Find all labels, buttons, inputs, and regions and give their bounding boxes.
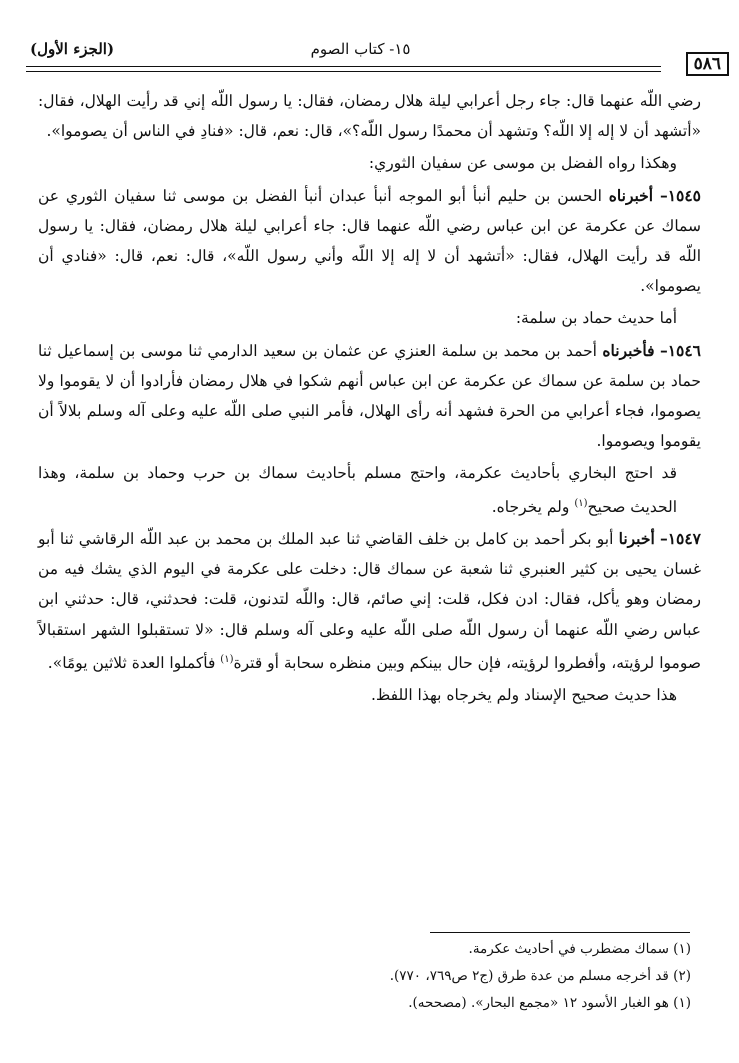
footnote: (١) هو الغبار الأسود ١٢ «مجمع البحار». (مصححه). (408, 995, 691, 1011)
header-rule-thin (26, 71, 661, 72)
hadith-1547 (38, 524, 701, 678)
commentary-text-end: ولم يخرجاه. (491, 497, 575, 516)
footnote: (١) سماك مضطرب في أحاديث عكرمة. (468, 941, 691, 957)
commentary-text: قد احتج البخاري بأحاديث عكرمة، واحتج مسلم بأحاديث سماك بن حرب وحماد بن سلمة، وهذا الحديث صحيح (38, 464, 677, 516)
footnotes (38, 936, 691, 1017)
hadith-lead: أخبرنا (618, 529, 655, 548)
paragraph: رضي اللّه عنهما قال: جاء رجل أعرابي ليلة هلال رمضان، فقال: يا رسول اللّه إني قد رأيت الهلال، فقال: «أتشهد أن لا إله إلا اللّه؟ وتشهد أن محمدًا رسول اللّه؟»، قال: نعم، قال: «فنادِ في الناس أن يصوموا». (38, 92, 701, 141)
main-text (38, 86, 701, 712)
hadith-lead: أخبرناه (608, 185, 654, 205)
hadith-number: ١٥٤٦– (659, 340, 701, 360)
hadith-text: أبو بكر أحمد بن كامل بن خلف القاضي ثنا عبد الملك بن محمد بن عبد اللّه الرقاشي ثنا أبو غسان يحيى بن كثير العنبري ثنا شعبة عن سماك قال: دخلت على عكرمة في اليوم الذي يشك فيه من رمضان وهو يأكل، فقال: ادن فكل، قلت: إني صائم، قال: واللّه لتدنون، قلت: فحدثني، قال: حدثني ابن عباس رضي اللّه عنهما أن رسول اللّه صلى اللّه عليه وعلى آله وسلم قال: «لا تستقبلوا الشهر استقبالاً صوموا لرؤيته، وأفطروا لرؤيته، فإن حال بينكم وبين منظره سحابة أو قترة (38, 530, 701, 672)
hadith-1546 (38, 336, 701, 457)
footnote-ref: (١) (220, 653, 234, 665)
volume-label: (الجزء الأول) (30, 40, 115, 58)
hadith-text-end: فأكملوا العدة ثلاثين يومًا». (47, 653, 221, 672)
page-header (26, 38, 721, 78)
footnote: (٢) قد أخرجه مسلم من عدة طرق (ج٢ ص٧٦٩، ٧٧٠). (389, 968, 691, 984)
footnote-rule (430, 932, 690, 933)
hadith-text: الحسن بن حليم أنبأ أبو الموجه أنبأ عبدان أنبأ الفضل بن موسى ثنا سفيان الثوري عن سماك عن عكرمة عن ابن عباس رضي اللّه عنهما قال: جاء أعرابي ليلة هلال رمضان، فقال: يا رسول اللّه قد رأيت الهلال، فقال: «أتشهد أن لا إله إلا اللّه وأني رسول اللّه»، قال: نعم، قال: «فنادي أن يصوموا». (38, 186, 701, 296)
paragraph: وهكذا رواه الفضل بن موسى عن سفيان الثوري: (368, 154, 677, 173)
footnote-ref: (١) (574, 497, 588, 509)
page-number: ٥٨٦ (686, 52, 729, 76)
hadith-number: ١٥٤٥– (659, 185, 701, 205)
paragraph: أما حديث حماد بن سلمة: (515, 309, 677, 328)
hadith-text: أحمد بن محمد بن سلمة العنزي عن عثمان بن سعيد الدارمي ثنا موسى بن إسماعيل ثنا حماد بن سلمة عن سماك عن عكرمة عن ابن عباس أنهم شكوا في هلال رمضان فأرادوا أن لا يقوموا ولا يصوموا، فجاء أعرابي من الحرة فشهد أنه رأى الهلال، فأمر النبي صلى اللّه عليه وعلى آله وسلم بلالاً أن يقوموا ويصوموا. (38, 341, 701, 451)
paragraph: هذا حديث صحيح الإسناد ولم يخرجاه بهذا اللفظ. (370, 686, 677, 705)
hadith-1545 (38, 181, 701, 302)
commentary (38, 458, 701, 522)
hadith-lead: فأخبرناه (602, 340, 655, 360)
hadith-number: ١٥٤٧– (659, 529, 702, 548)
running-title: ١٥- كتاب الصوم (310, 40, 411, 58)
header-rule (26, 66, 661, 67)
